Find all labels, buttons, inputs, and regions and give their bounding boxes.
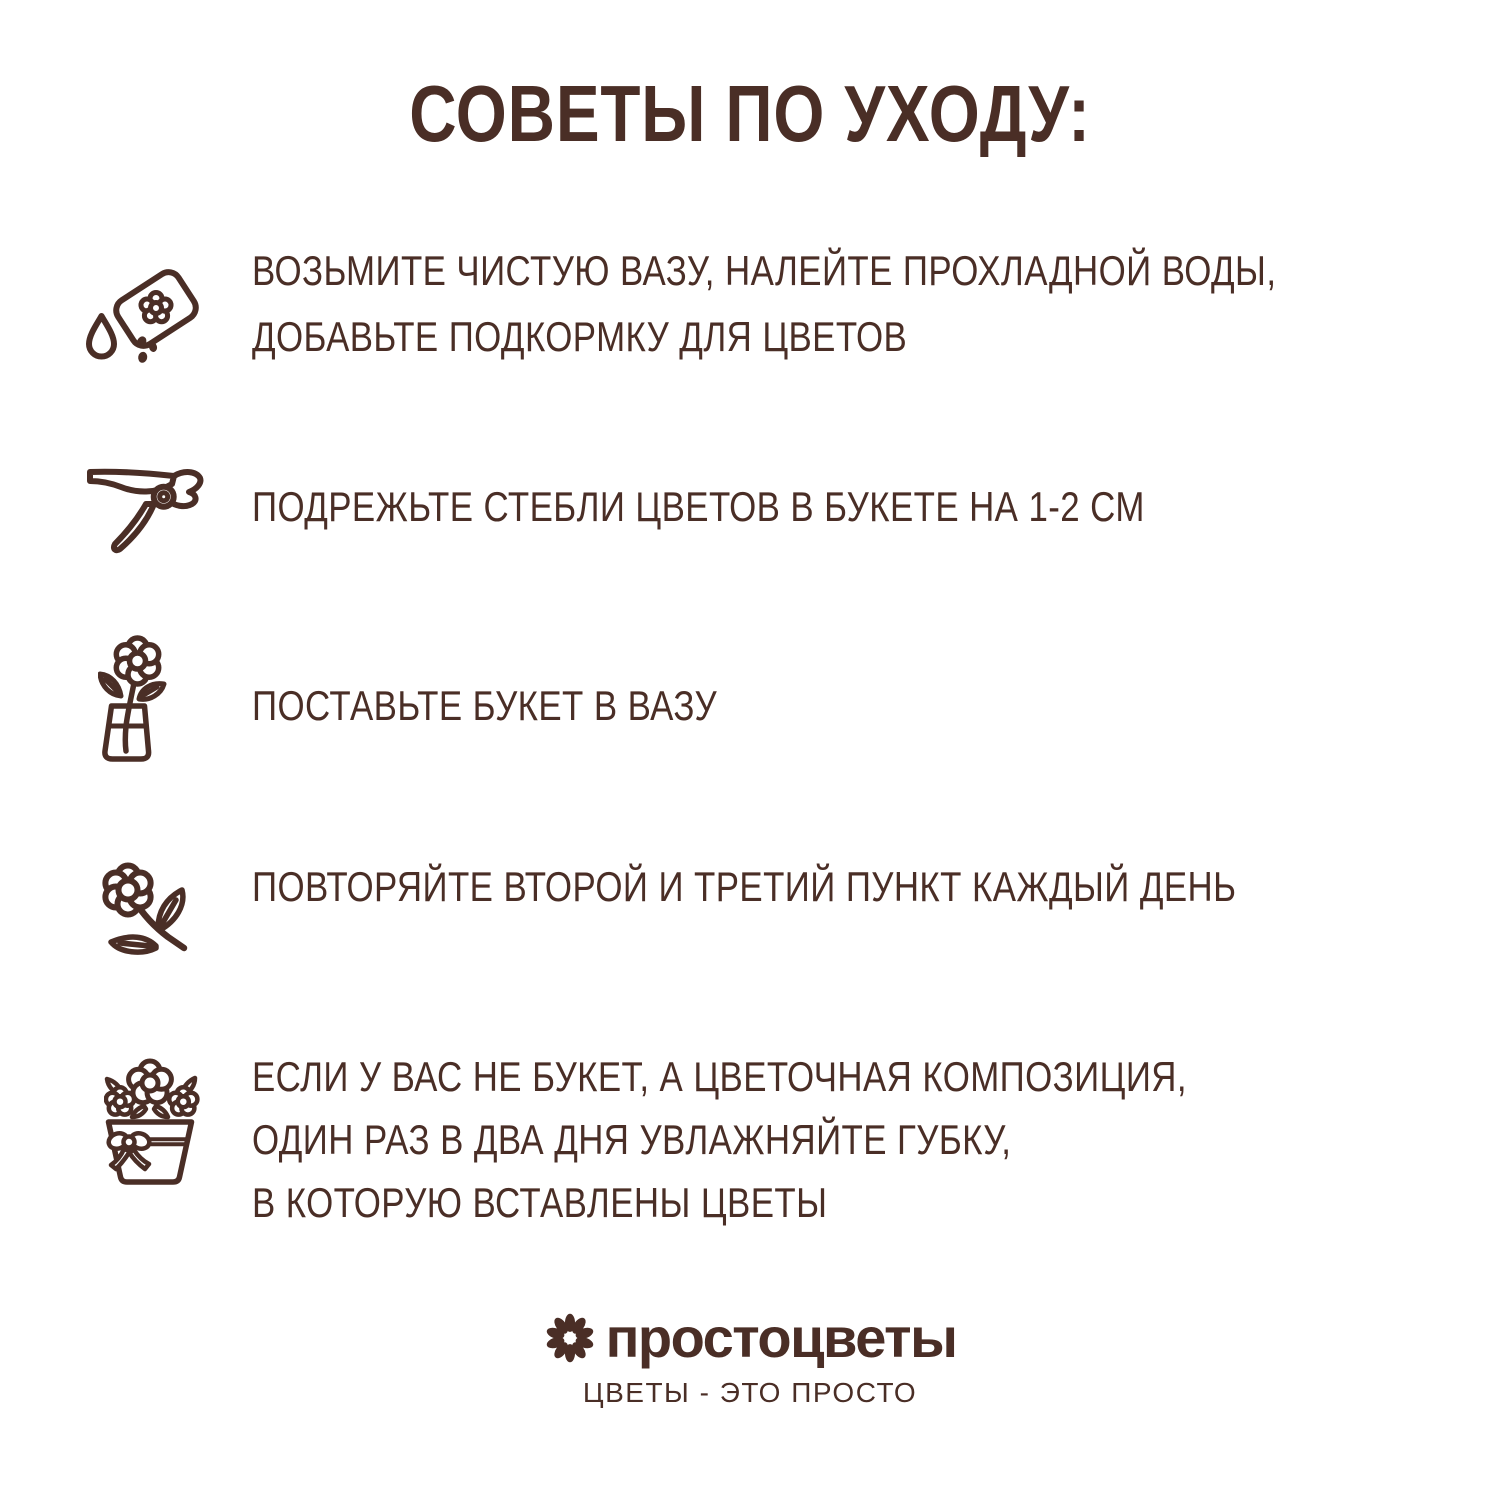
flower (105, 866, 150, 915)
pruning-shears-icon (86, 468, 204, 560)
daisy-logo-icon (544, 1312, 596, 1364)
bottom-leaf (111, 937, 156, 952)
tip-text-2: ПОДРЕЖЬТЕ СТЕБЛИ ЦВЕТОВ В БУКЕТЕ НА 1-2 СМ (252, 483, 1145, 530)
tip-text-5: ЕСЛИ У ВАС НЕ БУКЕТ, А ЦВЕТОЧНАЯ КОМПОЗИЦИЯ, ОДИН РАЗ В ДВА ДНЯ УВЛАЖНЯЙТЕ ГУБКУ, В КОТОРУЮ ВСТАВЛЕНЫ ЦВЕТЫ (252, 1053, 1187, 1226)
logo-name: простоцветы (605, 1306, 957, 1369)
flower-pot-with-bow-icon (104, 1054, 200, 1186)
logo (0, 1305, 1500, 1409)
tip-text-4: ПОВТОРЯЙТЕ ВТОРОЙ И ТРЕТИЙ ПУНКТ КАЖДЫЙ ДЕНЬ (252, 863, 1237, 910)
shears-lower-blade (114, 504, 154, 550)
tip-text-3: ПОСТАВЬТЕ БУКЕТ В ВАЗУ (252, 682, 718, 729)
flower-in-vase-icon (98, 634, 168, 764)
packet-flower (141, 293, 171, 322)
left-flower (106, 1087, 134, 1114)
logo-row (544, 1305, 957, 1371)
tip-text-1: ВОЗЬМИТЕ ЧИСТУЮ ВАЗУ, НАЛЕЙТЕ ПРОХЛАДНОЙ ВОДЫ, ДОБАВЬТЕ ПОДКОРМКУ ДЛЯ ЦВЕТОВ (252, 247, 1277, 360)
right-flower (169, 1087, 197, 1114)
page-title: СОВЕТЫ ПО УХОДУ: (409, 69, 1091, 158)
cut-flower-icon (100, 858, 190, 958)
left-leaf (100, 674, 121, 696)
flower-food-packet-icon (86, 264, 206, 364)
logo-tagline: ЦВЕТЫ - ЭТО ПРОСТО (582, 1377, 918, 1408)
right-leaf (139, 684, 164, 700)
right-leaf (158, 890, 183, 930)
water-drop-icon (89, 316, 114, 357)
stem (125, 678, 135, 751)
flower (116, 638, 158, 684)
shears-pivot (154, 487, 174, 507)
